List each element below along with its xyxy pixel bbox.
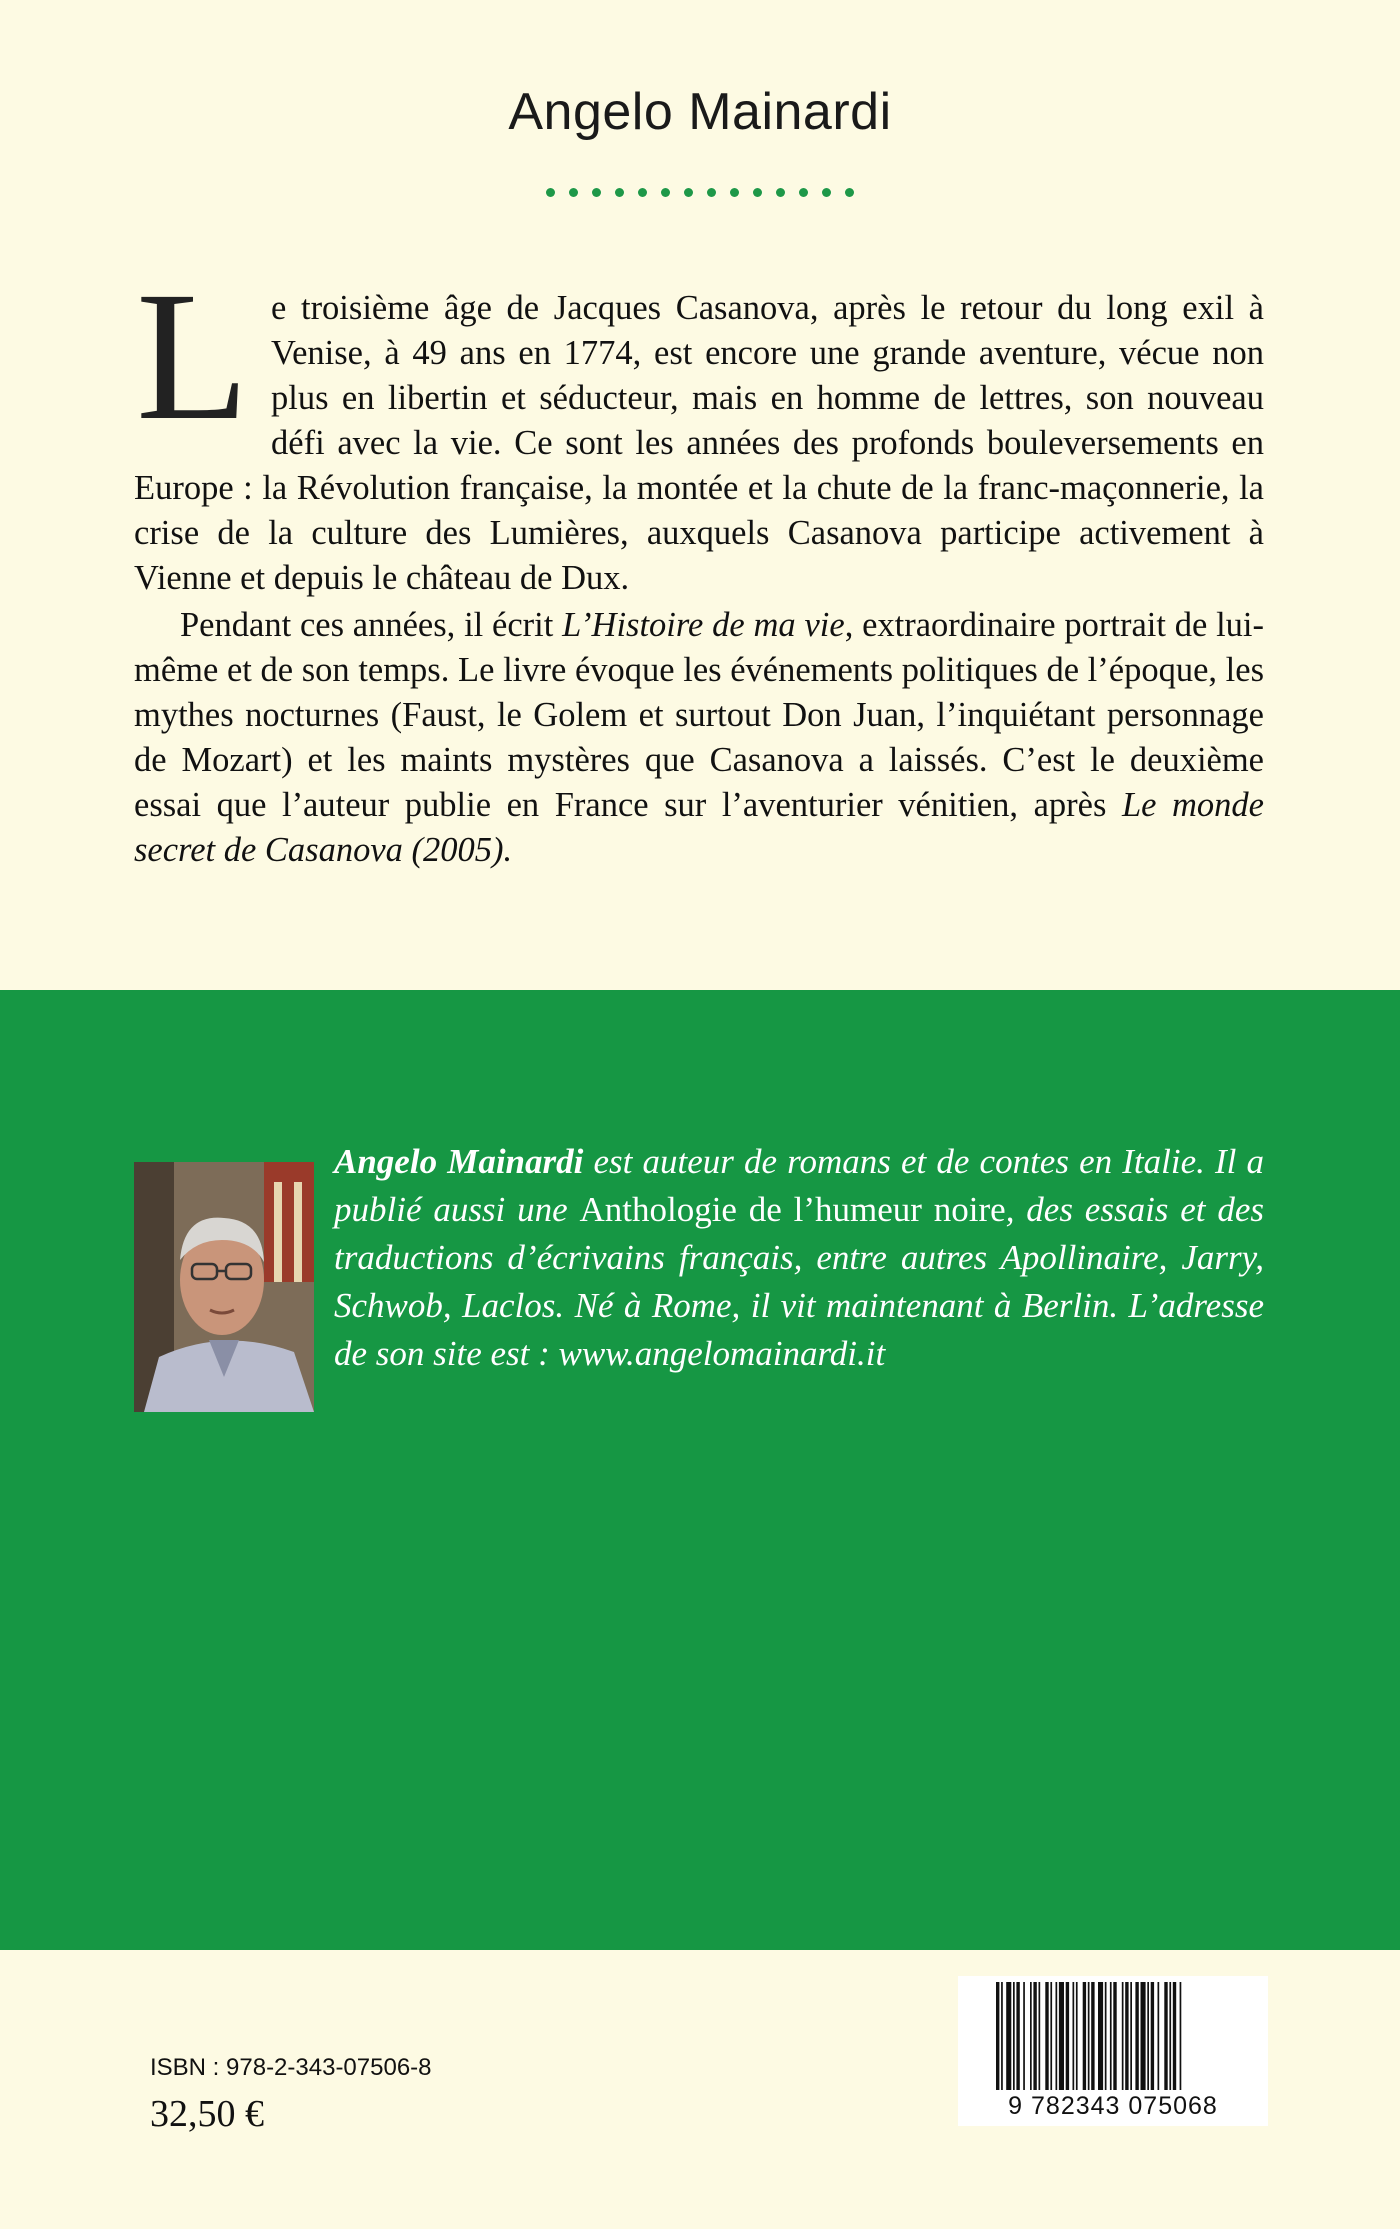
book-title-histoire: L’Histoire de ma vie (562, 606, 845, 644)
bio-book-title: Anthologie de l’humeur noire (579, 1190, 1006, 1229)
bio-text-2: , des essais et des traductions d’écrivains français, entre autres Apollinaire, Jarry, Schwob, Laclos. Né à Rome, il vit maintenant à Berlin. L’adresse de son site est : www.angelomainardi.it (334, 1190, 1264, 1373)
isbn: ISBN : 978-2-343-07506-8 (150, 2054, 432, 2081)
bio-author-name: Angelo Mainardi (334, 1142, 584, 1181)
summary-p2-text-b: , extraordinaire portrait de lui-même et de son temps. Le livre évoque les événements politiques de l’époque, les mythes nocturnes (Faust, le Golem et surtout Don Juan, l’inquiétant personnage de Mozart) et les maints mystères que Casanova a laissés. C’est le deuxième essai que l’auteur publie en France sur l’aventurier vénitien, après (134, 606, 1264, 824)
book-summary (134, 254, 1264, 873)
price: 32,50 € (150, 2093, 264, 2135)
book-title-monde-secret: Le monde secret de Casanova (2005). (134, 786, 1264, 869)
barcode-bars-icon (996, 1982, 1236, 2090)
summary-p2-text-a: Pendant ces années, il écrit (180, 606, 563, 644)
author-bio-band (0, 990, 1400, 1950)
author-name-header: Angelo Mainardi (508, 83, 892, 141)
barcode (958, 1976, 1268, 2126)
summary-p1-text: e troisième âge de Jacques Casanova, après le retour du long exil à Venise, à 49 ans en 1774, est encore une grande aventure, vécue non plus en libertin et séducteur, mais en homme de lettres, son nouveau défi avec la vie. Ce sont les années des profonds bouleversements en Europe : la Révolution française, la montée et la chute de la franc-maçonnerie, la crise de la culture des Lumières, auxquels Casanova participe activement à Vienne et depuis le château de Dux. (134, 289, 1264, 597)
drop-cap: L (136, 254, 250, 459)
author-bio (334, 1138, 1264, 1378)
summary-paragraph-1 (134, 254, 1264, 601)
author-photo (134, 1162, 314, 1412)
bio-text-1: est auteur de romans et de contes en Italie. Il a publié aussi une (334, 1142, 1264, 1229)
barcode-number: 9 782343 075068 (1008, 2092, 1218, 2120)
decorative-dot-row (0, 188, 1400, 197)
summary-paragraph-2 (134, 603, 1264, 873)
